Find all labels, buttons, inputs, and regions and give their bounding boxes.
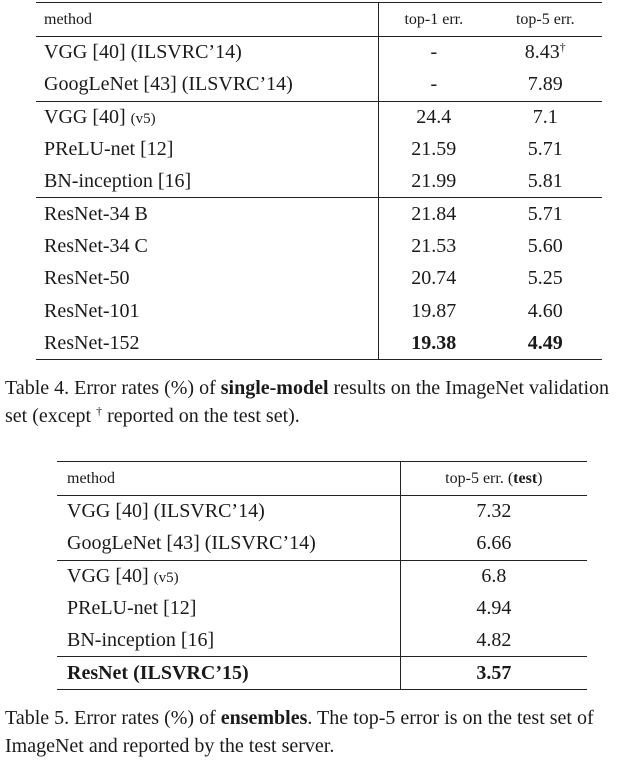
caption-text: results on the ImageNet validation set (except xyxy=(5,377,609,427)
header-method: method xyxy=(36,3,378,37)
method-cell xyxy=(36,133,378,165)
top5-value: 8.43 xyxy=(524,41,560,64)
table-row xyxy=(36,295,602,327)
top5-cell: 6.66 xyxy=(476,532,512,555)
table-row xyxy=(36,101,602,133)
table-row xyxy=(57,625,587,657)
top5-cell: 7.32 xyxy=(476,500,512,523)
method-name: ResNet-50 xyxy=(44,267,130,290)
method-name: GoogLeNet [43] (ILSVRC’14) xyxy=(44,73,293,96)
top1-cell-best: 19.38 xyxy=(411,331,457,354)
header-text: ) xyxy=(537,469,543,487)
method-cell: VGG [40] (ILSVRC’14) xyxy=(57,496,400,528)
method-name: ResNet-101 xyxy=(44,299,140,322)
method-name: PReLU-net [12] xyxy=(44,138,174,161)
table-5-caption xyxy=(5,704,633,760)
top1-cell: 24.4 xyxy=(416,105,452,128)
method-cell xyxy=(36,101,378,133)
table-row xyxy=(36,166,602,198)
top5-cell-best: 3.57 xyxy=(476,661,512,684)
top1-cell: - xyxy=(430,41,438,64)
table-row xyxy=(36,69,602,101)
top1-cell: 21.53 xyxy=(411,234,457,257)
dagger-mark: † xyxy=(96,404,103,418)
table-4-caption xyxy=(5,374,633,430)
table-row xyxy=(57,657,587,689)
table-5 xyxy=(57,461,587,690)
header-method: method xyxy=(57,462,400,496)
top5-cell-best: 4.49 xyxy=(527,331,563,354)
caption-text: Table 5. Error rates (%) of xyxy=(5,707,221,729)
method-cell xyxy=(36,198,378,230)
method-name: BN-inception [16] xyxy=(44,170,192,193)
table-row xyxy=(57,528,587,560)
header-emphasis: test xyxy=(513,469,538,487)
caption-text: . The top-5 error is on the test set of ImageNet and reported by the test server. xyxy=(5,707,594,757)
header-text: top-5 err. ( xyxy=(445,469,514,487)
method-name: ResNet-34 B xyxy=(44,202,148,225)
method-name: ResNet-34 C xyxy=(44,234,148,257)
dagger-mark: † xyxy=(559,40,566,55)
method-cell xyxy=(36,295,378,327)
caption-emphasis: ensembles xyxy=(220,707,308,729)
top5-cell: 4.60 xyxy=(527,299,563,322)
method-cell xyxy=(36,230,378,262)
method-cell xyxy=(36,37,378,69)
header-top5-err-test xyxy=(400,462,587,496)
caption-text: reported on the test set). xyxy=(102,405,300,427)
top5-cell xyxy=(489,37,602,69)
top1-cell: - xyxy=(430,73,438,96)
method-version: (v5) xyxy=(153,569,179,586)
top5-cell: 7.89 xyxy=(527,73,563,96)
top1-cell: 21.84 xyxy=(411,202,457,225)
method-cell-best: ResNet (ILSVRC’15) xyxy=(57,657,400,689)
table-row xyxy=(36,133,602,165)
header-top5-err: top-5 err. xyxy=(515,10,575,28)
table-row xyxy=(57,496,587,528)
table-row xyxy=(36,198,602,230)
table-row xyxy=(57,560,587,592)
top5-cell: 5.71 xyxy=(527,202,563,225)
table-4 xyxy=(36,2,602,360)
header-top1-err: top-1 err. xyxy=(404,10,464,28)
method-cell: PReLU-net [12] xyxy=(57,592,400,624)
table-row xyxy=(36,37,602,69)
method-name: VGG [40] xyxy=(67,564,154,587)
method-cell: BN-inception [16] xyxy=(57,625,400,657)
method-name: VGG [40] (ILSVRC’14) xyxy=(44,41,242,64)
method-cell xyxy=(36,69,378,101)
top5-cell: 5.60 xyxy=(527,234,563,257)
top1-cell: 21.59 xyxy=(411,138,457,161)
top5-cell: 4.94 xyxy=(476,597,512,620)
table-row xyxy=(36,263,602,295)
method-cell xyxy=(57,560,400,592)
top1-cell: 21.99 xyxy=(411,170,457,193)
top5-cell: 6.8 xyxy=(481,564,507,587)
top5-cell: 4.82 xyxy=(476,629,512,652)
caption-text: Table 4. Error rates (%) of xyxy=(5,377,221,399)
method-cell xyxy=(36,166,378,198)
method-version: (v5) xyxy=(130,110,156,127)
table-row xyxy=(57,592,587,624)
table-row xyxy=(36,230,602,262)
top1-cell: 19.87 xyxy=(411,299,457,322)
method-cell xyxy=(36,327,378,359)
method-name: ResNet-152 xyxy=(44,331,140,354)
table-header-row xyxy=(36,3,602,37)
top5-cell: 5.71 xyxy=(527,138,563,161)
method-cell xyxy=(36,263,378,295)
top1-cell: 20.74 xyxy=(411,267,457,290)
method-name: VGG [40] xyxy=(44,105,131,128)
top5-cell: 7.1 xyxy=(532,105,558,128)
table-header-row xyxy=(57,462,587,496)
caption-emphasis: single-model xyxy=(220,377,329,399)
top5-cell: 5.81 xyxy=(527,170,563,193)
method-cell: GoogLeNet [43] (ILSVRC’14) xyxy=(57,528,400,560)
top5-cell: 5.25 xyxy=(527,267,563,290)
table-row xyxy=(36,327,602,359)
